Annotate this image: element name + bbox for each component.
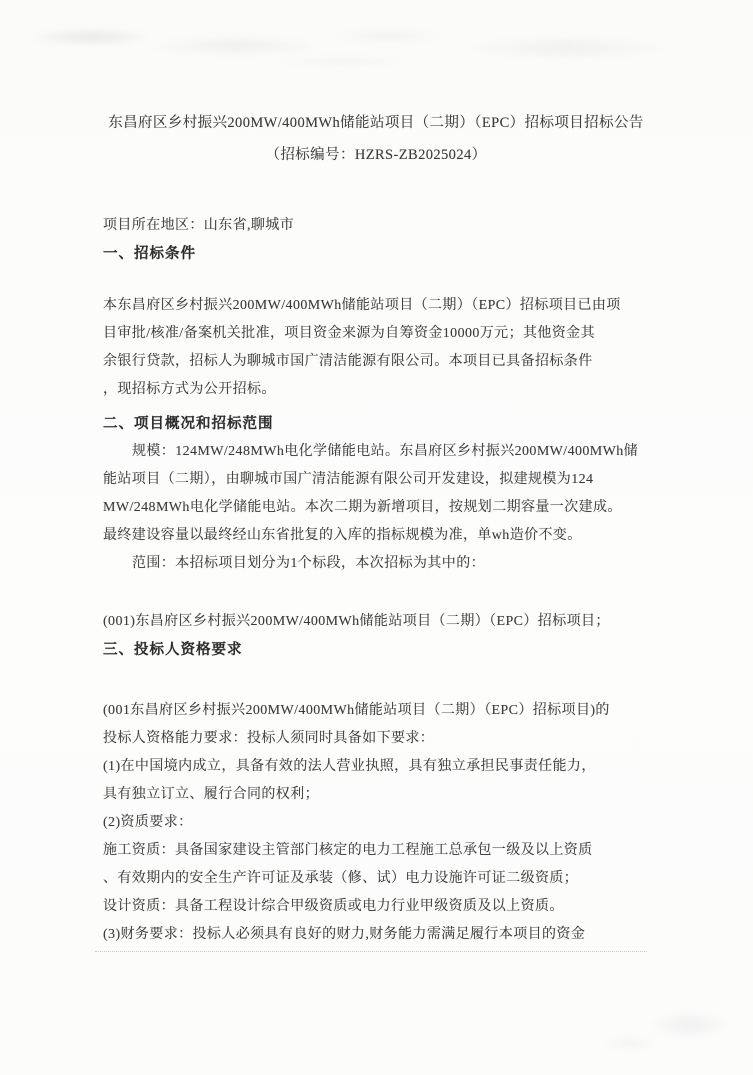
bidder-qualification-paragraph [103,697,649,949]
paragraph-line: 设计资质：具备工程设计综合甲级资质或电力行业甲级资质及以上资质。 [103,899,564,914]
paragraph-line: MW/248MWh电化学储能电站。本次二期为新增项目，按规划二期容量一次建成。 [103,500,622,515]
project-scope-paragraph [103,438,649,578]
paragraph-line: (1)在中国境内成立，具备有效的法人营业执照，具有独立承担民事责任能力， [103,759,596,774]
document-title: 东昌府区乡村振兴200MW/400MWh储能站项目（二期）（EPC）招标项目招标公告 [108,115,644,131]
section-1-paragraph [103,292,649,404]
scan-noise-artifact-top [25,22,685,72]
section-3-heading: 三、投标人资格要求 [103,642,243,658]
paragraph-line: 最终建设容量以最终经山东省批复的入库的指标规模为准，单wh造价不变。 [103,528,582,543]
document-title-block [103,107,649,171]
paragraph-line: (2)资质要求： [103,815,193,830]
paragraph-line: 目审批/核准/备案机关批准，项目资金来源为自筹资金10000万元；其他资金其 [103,326,595,341]
scan-dotted-line-artifact [95,951,647,952]
paragraph-line: 、有效期内的安全生产许可证及承装（修、试）电力设施许可证二级资质； [103,871,579,886]
paragraph-line: 施工资质：具备国家建设主管部门核定的电力工程施工总承包一级及以上资质 [103,843,593,858]
paragraph-line: 规模：124MW/248MWh电化学储能电站。东昌府区乡村振兴200MW/400MWh储 [132,444,639,459]
lot-description-line: (001)东昌府区乡村振兴200MW/400MWh储能站项目（二期）（EPC）招标项目； [103,614,610,629]
section-1-heading: 一、招标条件 [103,246,196,262]
paragraph-line: 本东昌府区乡村振兴200MW/400MWh储能站项目（二期）（EPC）招标项目已由项 [103,298,621,313]
section-2-heading: 二、项目概况和招标范围 [103,416,274,432]
paragraph-line: (001东昌府区乡村振兴200MW/400MWh储能站项目（二期）（EPC）招标项目)的 [103,703,610,718]
document-content [103,107,649,949]
paragraph-line: 能站项目（二期），由聊城市国广清洁能源有限公司开发建设，拟建规模为124 [103,472,594,487]
paragraph-line: ，现招标方式为公开招标。 [103,382,276,397]
paragraph-line: 具有独立订立、履行合同的权利； [103,787,319,802]
tender-number: （招标编号：HZRS-ZB2025024） [265,147,487,163]
paragraph-line: 余银行贷款，招标人为聊城市国广清洁能源有限公司。本项目已具备招标条件 [103,354,593,369]
paragraph-line: 投标人资格能力要求：投标人须同时具备如下要求： [103,731,435,746]
paragraph-line: 范围：本招标项目划分为1个标段，本次招标为其中的： [132,556,485,571]
scan-noise-artifact-bottom-right [585,1000,735,1062]
paragraph-line: (3)财务要求：投标人必须具有良好的财力,财务能力需满足履行本项目的资金 [103,927,586,942]
project-location-line: 项目所在地区：山东省,聊城市 [103,218,295,233]
